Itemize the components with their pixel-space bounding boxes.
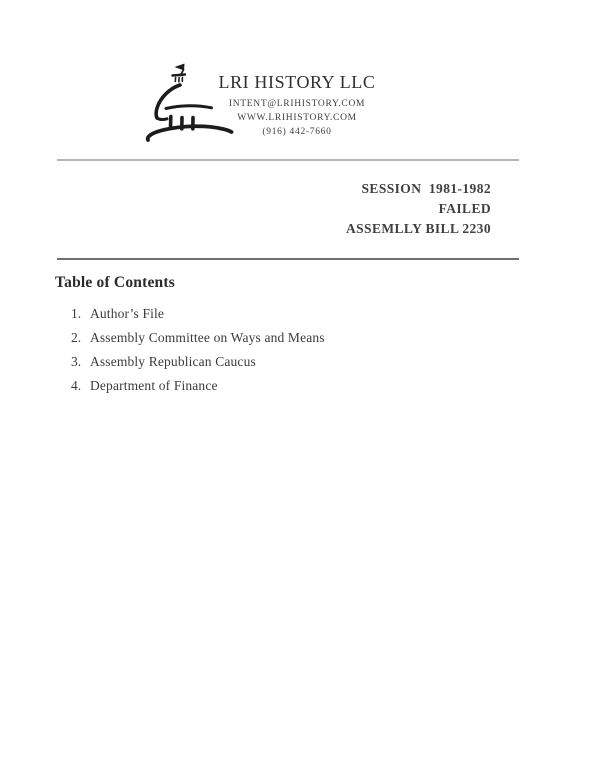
session-status: FAILED	[438, 201, 491, 216]
toc-item-number: 2.	[71, 330, 82, 345]
contact-block	[202, 97, 392, 139]
company-website: WWW.LRIHISTORY.COM	[237, 113, 357, 123]
toc-item-label: Author’s File	[90, 306, 165, 321]
horizontal-rule-top	[57, 159, 519, 161]
horizontal-rule-bottom	[57, 258, 519, 260]
session-block	[191, 179, 491, 239]
toc-item	[0, 374, 325, 398]
toc-item-number: 1.	[71, 306, 82, 321]
company-phone: (916) 442-7660	[262, 127, 332, 137]
toc-item-label: Assembly Committee on Ways and Means	[90, 330, 325, 345]
toc-item	[0, 326, 325, 350]
session-years: SESSION 1981-1982	[361, 181, 491, 196]
toc-item-number: 4.	[71, 378, 82, 393]
toc-item-label: Department of Finance	[90, 378, 218, 393]
toc-item-number: 3.	[71, 354, 82, 369]
company-email: INTENT@LRIHISTORY.COM	[228, 99, 366, 109]
toc-list	[0, 302, 325, 398]
session-bill: ASSEMLLY BILL 2230	[345, 221, 491, 236]
letterhead	[202, 70, 392, 139]
toc-item	[0, 302, 325, 326]
toc-item	[0, 350, 325, 374]
toc-title: Table of Contents	[55, 274, 175, 291]
toc-item-label: Assembly Republican Caucus	[90, 354, 256, 369]
company-name: LRI HISTORY LLC	[218, 72, 376, 92]
